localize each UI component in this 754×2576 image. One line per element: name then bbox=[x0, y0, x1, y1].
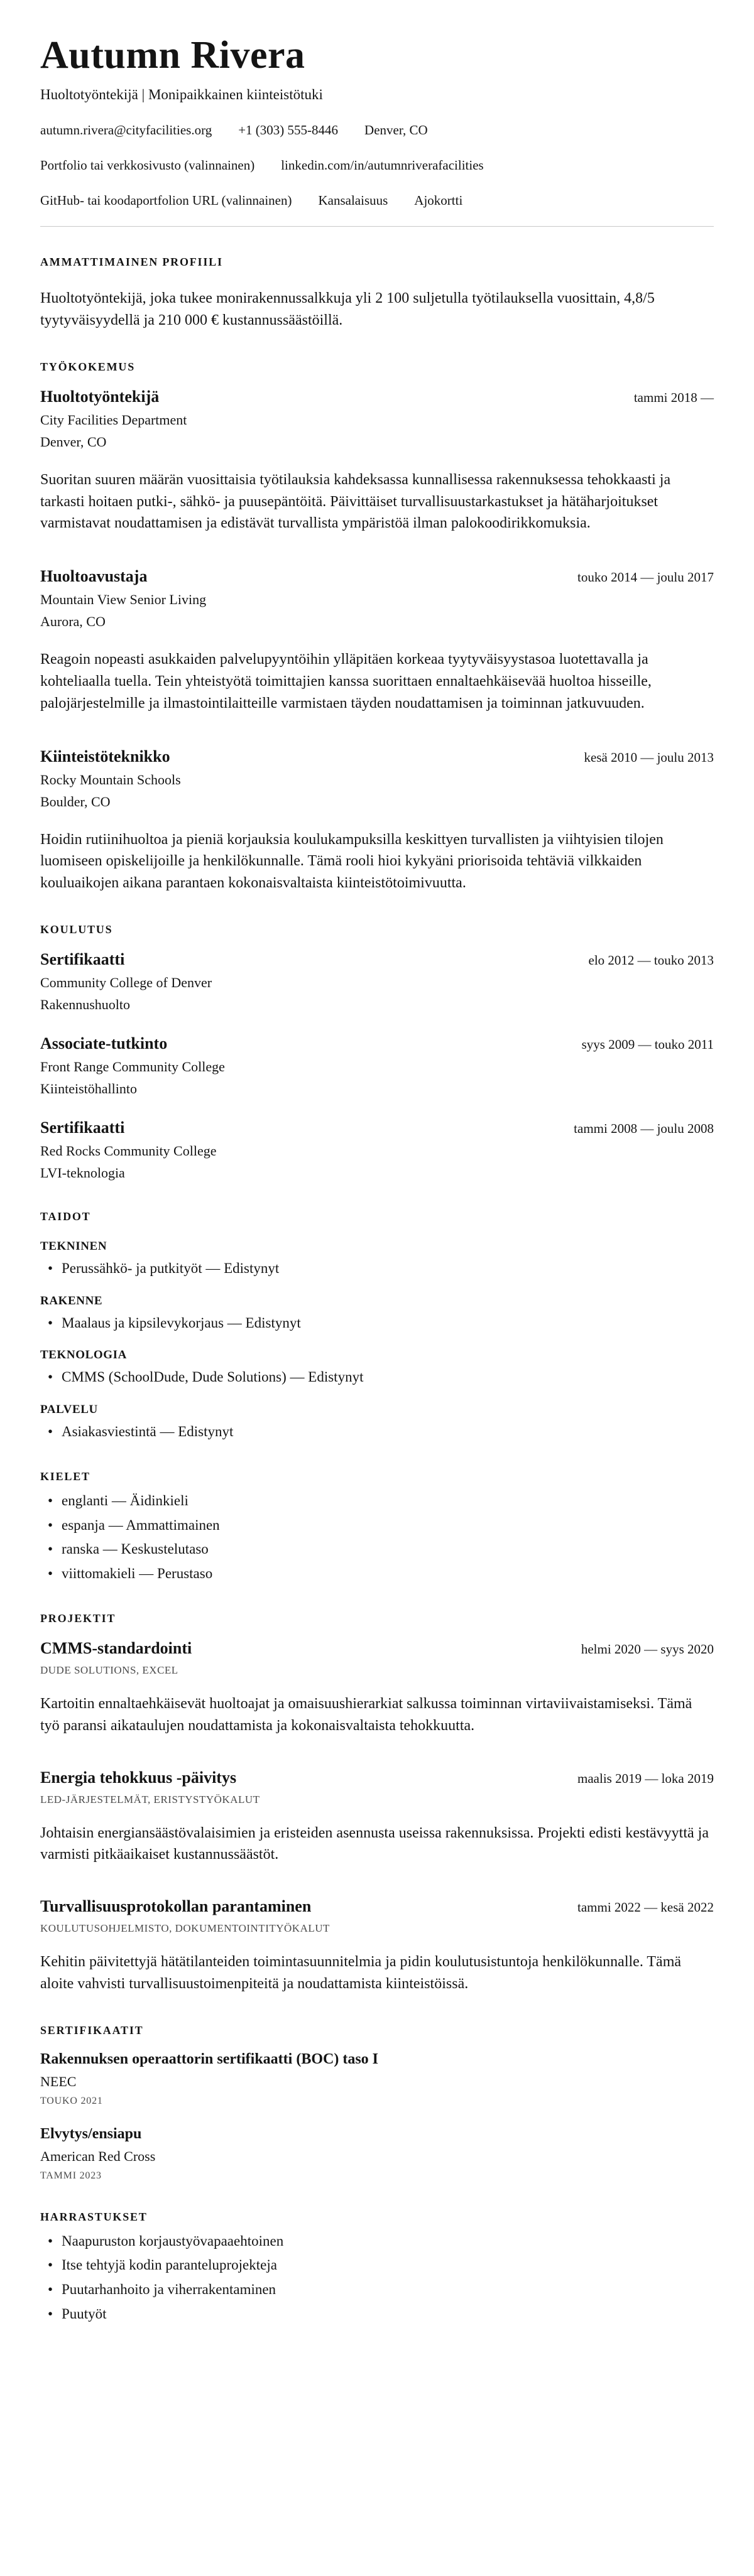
skills-heading: TAIDOT bbox=[40, 1210, 91, 1223]
school-name: Red Rocks Community College bbox=[40, 1142, 217, 1159]
education-dates: syys 2009 — touko 2011 bbox=[581, 1036, 714, 1052]
project-title: Turvallisuusprotokollan parantaminen bbox=[40, 1897, 312, 1916]
job-entry-header bbox=[40, 747, 714, 766]
language-list bbox=[40, 1492, 714, 1583]
hobby-item: • Naapuruston korjaustyövapaaehtoinen bbox=[40, 2232, 714, 2251]
skill-item: • CMMS (SchoolDude, Dude Solutions) — Edistynyt bbox=[40, 1368, 714, 1387]
section-hobbies bbox=[40, 2211, 714, 2324]
skill-list bbox=[40, 1260, 714, 1278]
job-location: Denver, CO bbox=[40, 433, 107, 450]
skill-list bbox=[40, 1314, 714, 1333]
project-description: Johtaisin energiansäästövalaisimien ja eristeiden asennusta useissa rakennuksissa. Projekti edisti kestävyyttä ja varmisti pitkäaikaiset kustannussäästöt. bbox=[40, 1824, 709, 1863]
skill-category-name: PALVELU bbox=[40, 1403, 98, 1417]
degree-title: Sertifikaatti bbox=[40, 950, 125, 968]
school-name: Front Range Community College bbox=[40, 1058, 225, 1074]
certification-entry bbox=[40, 2051, 714, 2107]
section-education bbox=[40, 923, 714, 1181]
job-title: Huoltotyöntekijä bbox=[40, 387, 160, 406]
skill-category bbox=[40, 1348, 714, 1387]
project-entry bbox=[40, 1639, 714, 1737]
skill-category bbox=[40, 1403, 714, 1441]
header-divider bbox=[40, 226, 714, 227]
contact-phone: +1 (303) 555-8446 bbox=[238, 122, 339, 138]
project-tools: LED-JÄRJESTELMÄT, ERISTYSTYÖKALUT bbox=[40, 1793, 260, 1805]
certification-date: TOUKO 2021 bbox=[40, 2095, 103, 2106]
skill-category-name: TEKNINEN bbox=[40, 1239, 107, 1253]
hobby-item: • Itse tehtyjä kodin paranteluprojekteja bbox=[40, 2256, 714, 2275]
contact-github-label: GitHub- tai koodaportfolion URL (valinnainen) bbox=[40, 193, 292, 208]
contact-location: Denver, CO bbox=[364, 122, 428, 138]
project-dates: maalis 2019 — loka 2019 bbox=[577, 1770, 714, 1786]
skill-item: • Perussähkö- ja putkityöt — Edistynyt bbox=[40, 1260, 714, 1278]
job-entry-header bbox=[40, 387, 714, 406]
degree-title: Associate-tutkinto bbox=[40, 1034, 168, 1053]
project-description: Kehitin päivitettyjä hätätilanteiden toimintasuunnitelmia ja pidin koulutusistuntoja henkilökunnalle. Tämä aloite vahvisti turvallisuustoimenpiteitä ja noudattamista kiinteistöissä. bbox=[40, 1954, 682, 1992]
education-entry-header bbox=[40, 1034, 714, 1053]
job-description: Hoidin rutiinihuoltoa ja pieniä korjauksia koulukampuksilla keskittyen turvallisten ja viihtyisien tilojen luomiseen opiskelijoille ja henkilökunnalle. Tämä rooli hioi kykyäni priorisoida tehtäviä vilkkaiden kouluaikojen aikana parantaen kokonaisvaltaista kiinteistötoimivuutta. bbox=[40, 831, 664, 892]
education-dates: elo 2012 — touko 2013 bbox=[588, 952, 714, 968]
language-item: • espanja — Ammattimainen bbox=[40, 1517, 714, 1535]
certification-title: Rakennuksen operaattorin sertifikaatti (BOC) taso I bbox=[40, 2050, 378, 2067]
job-title: Kiinteistöteknikko bbox=[40, 747, 170, 766]
section-skills bbox=[40, 1210, 714, 1441]
candidate-name: Autumn Rivera bbox=[40, 34, 305, 77]
certification-date: TAMMI 2023 bbox=[40, 2170, 102, 2181]
job-entry bbox=[40, 387, 714, 534]
skill-list bbox=[40, 1368, 714, 1387]
contact-row-1 bbox=[40, 122, 714, 138]
job-location: Boulder, CO bbox=[40, 793, 111, 809]
language-item: • englanti — Äidinkieli bbox=[40, 1492, 714, 1510]
skill-category-name: RAKENNE bbox=[40, 1294, 103, 1307]
job-entry bbox=[40, 567, 714, 714]
school-name: Community College of Denver bbox=[40, 974, 212, 990]
job-dates: kesä 2010 — joulu 2013 bbox=[584, 749, 714, 765]
project-entry bbox=[40, 1768, 714, 1866]
projects-heading: PROJEKTIT bbox=[40, 1611, 116, 1625]
field-of-study: Rakennushuolto bbox=[40, 996, 130, 1012]
resume-header bbox=[40, 34, 714, 208]
project-dates: helmi 2020 — syys 2020 bbox=[581, 1641, 714, 1657]
section-projects bbox=[40, 1612, 714, 1995]
project-description: Kartoitin ennaltaehkäisevät huoltoajat ja omaisuushierarkiat salkussa toiminnan virtaviivaistamiseksi. Tämä työ paransi aikataulujen noudattamista ja kokonaisvaltaista tehokkuutta. bbox=[40, 1695, 692, 1734]
job-entry-header bbox=[40, 567, 714, 586]
profile-heading: AMMATTIMAINEN PROFIILI bbox=[40, 256, 223, 269]
job-company: Mountain View Senior Living bbox=[40, 592, 207, 608]
certification-issuer: NEEC bbox=[40, 2073, 77, 2089]
job-company: City Facilities Department bbox=[40, 411, 187, 428]
language-item: • ranska — Keskustelutaso bbox=[40, 1540, 714, 1559]
hobby-item: • Puutarhanhoito ja viherrakentaminen bbox=[40, 2281, 714, 2299]
contact-portfolio-label: Portfolio tai verkkosivusto (valinnainen) bbox=[40, 158, 255, 173]
project-entry-header bbox=[40, 1768, 714, 1787]
skill-item: • Asiakasviestintä — Edistynyt bbox=[40, 1423, 714, 1441]
contact-linkedin-link[interactable]: linkedin.com/in/autumnriverafacilities bbox=[281, 158, 484, 173]
section-experience bbox=[40, 360, 714, 894]
contact-email[interactable]: autumn.rivera@cityfacilities.org bbox=[40, 122, 212, 138]
section-certifications bbox=[40, 2024, 714, 2182]
project-title: CMMS-standardointi bbox=[40, 1638, 192, 1657]
project-dates: tammi 2022 — kesä 2022 bbox=[577, 1900, 714, 1915]
skill-category bbox=[40, 1294, 714, 1333]
education-entry bbox=[40, 950, 714, 1013]
education-entry bbox=[40, 1034, 714, 1097]
project-entry bbox=[40, 1897, 714, 1995]
education-dates: tammi 2008 — joulu 2008 bbox=[574, 1120, 714, 1136]
education-entry-header bbox=[40, 1118, 714, 1137]
contact-row-2 bbox=[40, 158, 714, 173]
job-description: Reagoin nopeasti asukkaiden palvelupyyntöihin ylläpitäen korkeaa tyytyväisyystasoa luotettavalla ja kohteliaalla tuella. Tein yhteistyötä toimittajien kanssa suorittaen ennaltaehkäisevää huoltoa hisseille, palojärjestelmille ja ilmastointilaitteille varmistaen täyden noudattamisen ja toiminnan jatkuvuuden. bbox=[40, 651, 652, 712]
languages-heading: KIELET bbox=[40, 1469, 90, 1483]
contact-citizenship-label: Kansalaisuus bbox=[318, 193, 388, 208]
job-description: Suoritan suuren määrän vuosittaisia työtilauksia kahdeksassa kunnallisessa rakennuksessa tehokkaasti ja tarkasti hoitaen putki-, sähkö- ja puusepäntöitä. Päivittäiset turvallisuustarkastukset ja hätäharjoitukset varmistavat noudattamisen ja edistävät turvallista ympäristöä ilman palokoodirikkomuksia. bbox=[40, 471, 671, 532]
education-heading: KOULUTUS bbox=[40, 923, 113, 936]
hobby-item: • Puutyöt bbox=[40, 2305, 714, 2324]
job-entry bbox=[40, 747, 714, 894]
hobby-list bbox=[40, 2232, 714, 2324]
skill-category bbox=[40, 1240, 714, 1278]
degree-title: Sertifikaatti bbox=[40, 1118, 125, 1137]
job-dates: tammi 2018 — bbox=[633, 389, 714, 405]
project-tools: DUDE SOLUTIONS, EXCEL bbox=[40, 1664, 178, 1676]
job-title: Huoltoavustaja bbox=[40, 567, 148, 586]
skill-category-name: TEKNOLOGIA bbox=[40, 1348, 127, 1362]
contact-license-label: Ajokortti bbox=[414, 193, 463, 208]
language-item: • viittomakieli — Perustaso bbox=[40, 1565, 714, 1583]
project-entry-header bbox=[40, 1639, 714, 1658]
job-location: Aurora, CO bbox=[40, 614, 106, 630]
job-dates: touko 2014 — joulu 2017 bbox=[577, 570, 714, 585]
project-entry-header bbox=[40, 1897, 714, 1916]
contact-row-3 bbox=[40, 193, 714, 208]
certification-entry bbox=[40, 2126, 714, 2182]
certification-title: Elvytys/ensiapu bbox=[40, 2125, 142, 2142]
hobbies-heading: HARRASTUKSET bbox=[40, 2210, 148, 2223]
job-company: Rocky Mountain Schools bbox=[40, 771, 181, 787]
section-languages bbox=[40, 1470, 714, 1583]
experience-heading: TYÖKOKEMUS bbox=[40, 360, 136, 373]
skill-item: • Maalaus ja kipsilevykorjaus — Edistynyt bbox=[40, 1314, 714, 1333]
project-title: Energia tehokkuus -päivitys bbox=[40, 1768, 237, 1787]
field-of-study: Kiinteistöhallinto bbox=[40, 1080, 137, 1096]
education-entry bbox=[40, 1118, 714, 1181]
skill-list bbox=[40, 1423, 714, 1441]
education-entry-header bbox=[40, 950, 714, 969]
section-profile bbox=[40, 256, 714, 332]
certification-issuer: American Red Cross bbox=[40, 2148, 156, 2164]
profile-text: Huoltotyöntekijä, joka tukee monirakennussalkkuja yli 2 100 suljetulla työtilauksella vuosittain, 4,8/5 tyytyväisyydellä ja 210 000 € kustannussäästöillä. bbox=[40, 290, 655, 328]
certifications-heading: SERTIFIKAATIT bbox=[40, 2023, 144, 2037]
field-of-study: LVI-teknologia bbox=[40, 1164, 125, 1181]
candidate-tagline: Huoltotyöntekijä | Monipaikkainen kiinteistötuki bbox=[40, 87, 323, 103]
project-tools: KOULUTUSOHJELMISTO, DOKUMENTOINTITYÖKALUT bbox=[40, 1922, 330, 1935]
